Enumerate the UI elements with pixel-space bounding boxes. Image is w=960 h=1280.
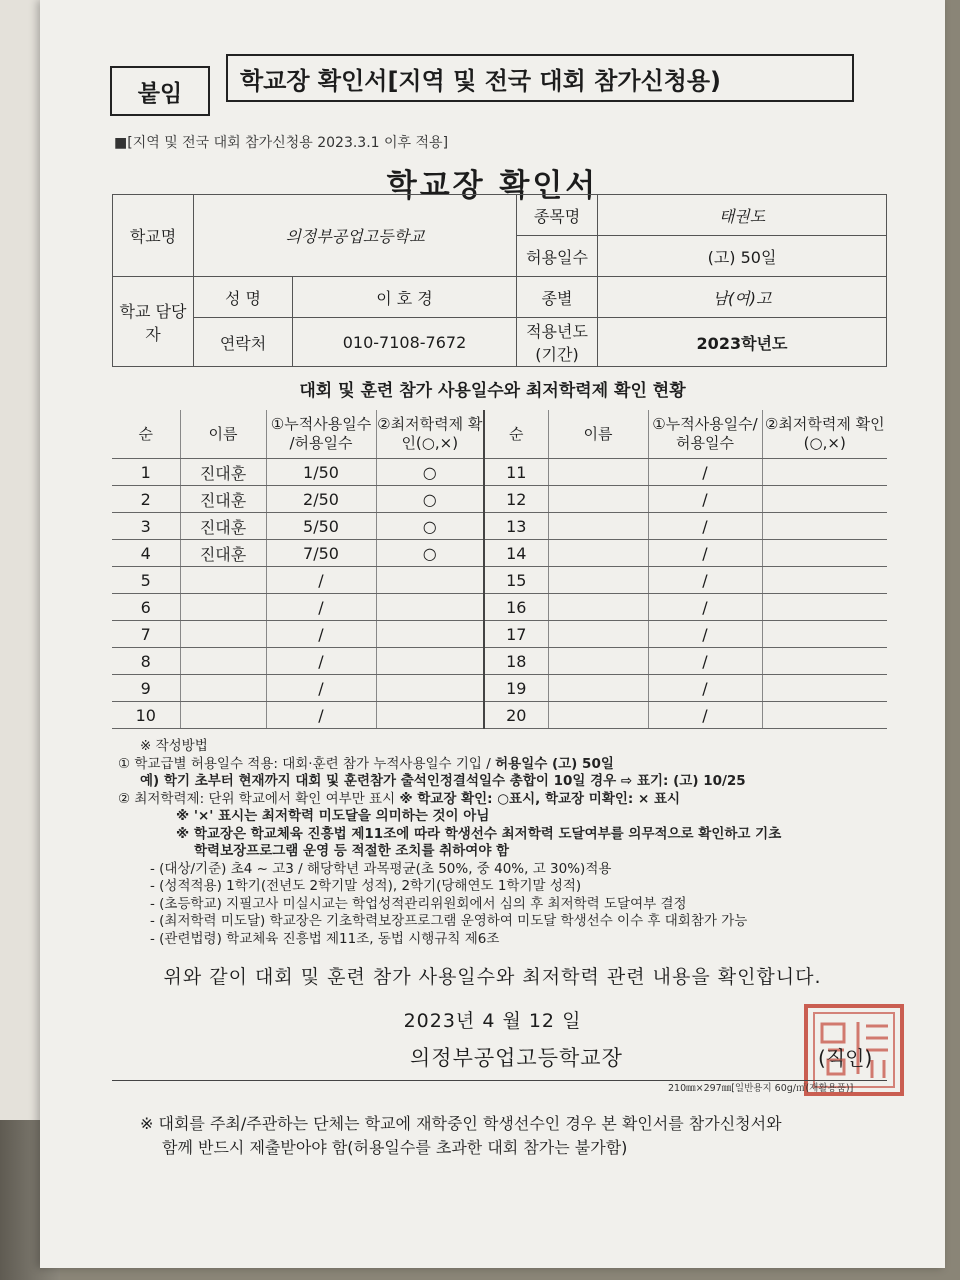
record-name-right [548, 567, 648, 594]
record-name-right [548, 621, 648, 648]
record-no: 5 [112, 567, 180, 594]
record-days: / [266, 648, 376, 675]
submission-note-line-1: ※ 대회를 주최/주관하는 단체는 학교에 재학중인 학생선수인 경우 본 확인서를 참가신청서와 [140, 1114, 782, 1133]
record-name: 진대훈 [180, 540, 266, 567]
table-row [112, 675, 887, 702]
submission-note-line-2: 함께 반드시 제출받아야 함(허용일수를 초과한 대회 참가는 불가함) [162, 1138, 628, 1157]
record-days: / [266, 675, 376, 702]
header-no-right: 순 [484, 410, 548, 459]
note-1 [118, 756, 908, 774]
header-name: 이름 [180, 410, 266, 459]
page-title: 학교장 확인서 [386, 168, 599, 204]
record-days: / [266, 594, 376, 621]
record-name [180, 567, 266, 594]
record-check-right [762, 702, 887, 729]
record-name-right [548, 513, 648, 540]
principal-title: 의정부공업고등학교장 [410, 1046, 623, 1070]
detail-target: - (대상/기준) 초4 ~ 고3 / 해당학년 과목평균(초 50%, 중 40%, 고 30%)적용 [150, 860, 612, 877]
attachment-tag: 붙임 [110, 66, 210, 116]
record-no-right: 12 [484, 486, 548, 513]
record-check-right [762, 648, 887, 675]
record-days: 5/50 [266, 513, 376, 540]
school-name-value: 의정부공업고등학교 [194, 195, 517, 277]
note-1-text: ① 학교급별 허용일수 적용: 대회·훈련 참가 누적사용일수 기입 / [118, 755, 496, 772]
record-days: 7/50 [266, 540, 376, 567]
record-name-right [548, 594, 648, 621]
detail-laws: - (관련법령) 학교체육 진흥법 제11조, 동법 시행규칙 제6조 [150, 930, 500, 947]
submission-note [140, 1112, 900, 1160]
record-no: 10 [112, 702, 180, 729]
record-check [376, 675, 484, 702]
record-check [376, 621, 484, 648]
record-days: 1/50 [266, 459, 376, 486]
note-2-x-mark: ※ '×' 표시는 최저학력 미도달을 의미하는 것이 아님 [176, 808, 490, 824]
record-name [180, 675, 266, 702]
document-title-box: 학교장 확인서[지역 및 전국 대회 참가신청용) [226, 54, 854, 102]
records-header-row [112, 410, 887, 459]
gender-value: 남(여)고 [598, 277, 887, 318]
sport-value: 태권도 [598, 195, 887, 236]
issue-date: 2023년 4 월 12 일 [403, 1010, 582, 1032]
record-days-right: / [648, 567, 762, 594]
record-name [180, 621, 266, 648]
record-no: 6 [112, 594, 180, 621]
record-days-right: / [648, 540, 762, 567]
header-days-right: ①누적사용일수/ 허용일수 [648, 410, 762, 459]
note-1-emphasis: 허용일수 (고) 50일 [495, 755, 614, 772]
record-days-right: / [648, 459, 762, 486]
document-page [40, 0, 945, 1268]
record-no-right: 20 [484, 702, 548, 729]
record-days: / [266, 702, 376, 729]
record-check [376, 594, 484, 621]
record-check-right [762, 459, 887, 486]
note-2-principal-2: 학력보장프로그램 운영 등 적절한 조치를 취하여야 함 [194, 843, 510, 859]
record-no: 1 [112, 459, 180, 486]
record-check-right [762, 513, 887, 540]
note-2-emphasis: ※ 학교장 확인: ○표시, 학교장 미확인: × 표시 [399, 790, 681, 807]
allowed-days-value: (고) 50일 [598, 236, 887, 277]
table-row [112, 513, 887, 540]
contact-value: 010-7108-7672 [293, 318, 517, 367]
record-no: 4 [112, 540, 180, 567]
manager-name-value: 이 호 경 [293, 277, 517, 318]
record-no-right: 13 [484, 513, 548, 540]
record-check-right [762, 486, 887, 513]
record-days-right: / [648, 702, 762, 729]
record-check-right [762, 540, 887, 567]
record-name [180, 648, 266, 675]
record-no: 2 [112, 486, 180, 513]
note-2-text: ② 최저학력제: 단위 학교에서 확인 여부만 표시 [118, 790, 400, 807]
record-days-right: / [648, 648, 762, 675]
table-row [112, 594, 887, 621]
header-name-right: 이름 [548, 410, 648, 459]
sport-label: 종목명 [517, 195, 598, 236]
header-check: ②최저학력제 확인(○,×) [376, 410, 484, 459]
record-days-right: / [648, 594, 762, 621]
record-name [180, 702, 266, 729]
note-2-principal-1: ※ 학교장은 학교체육 진흥법 제11조에 따라 학생선수 최저학력 도달여부를 의무적으로 확인하고 기초 [176, 825, 782, 842]
allowed-days-label: 허용일수 [517, 236, 598, 277]
header-check-right: ②최저학력제 확인(○,×) [762, 410, 887, 459]
record-no-right: 14 [484, 540, 548, 567]
contact-label: 연락처 [194, 318, 293, 367]
record-no: 9 [112, 675, 180, 702]
detail-below-minimum: - (최저학력 미도달) 학교장은 기초학력보장프로그램 운영하여 미도달 학생선수 이수 후 대회참가 가능 [150, 913, 748, 929]
paper-spec: 210㎜×297㎜[일반용지 60g/㎡(재활용품)] [668, 1083, 854, 1094]
instructions-block [118, 738, 908, 948]
manager-name-label: 성 명 [194, 277, 293, 318]
record-days: / [266, 621, 376, 648]
year-label: 적용년도 (기간) [517, 318, 598, 367]
record-name [180, 594, 266, 621]
record-name-right [548, 540, 648, 567]
record-days-right: / [648, 675, 762, 702]
record-days-right: / [648, 621, 762, 648]
record-check-right [762, 675, 887, 702]
record-no-right: 15 [484, 567, 548, 594]
header-days: ①누적사용일수 /허용일수 [266, 410, 376, 459]
record-no-right: 17 [484, 621, 548, 648]
record-check-right [762, 567, 887, 594]
record-check [376, 702, 484, 729]
detail-elementary: - (초등학교) 지필고사 미실시교는 학업성적관리위원회에서 심의 후 최저학력 도달여부 결정 [150, 895, 687, 912]
record-name-right [548, 486, 648, 513]
detail-grades: - (성적적용) 1학기(전년도 2학기말 성적), 2학기(당해연도 1학기말 성적) [150, 878, 582, 894]
record-name-right [548, 648, 648, 675]
seal-label: (직인) [818, 1046, 873, 1070]
table-row [112, 621, 887, 648]
record-name: 진대훈 [180, 486, 266, 513]
record-name: 진대훈 [180, 513, 266, 540]
table-row [112, 702, 887, 729]
records-section-title: 대회 및 훈련 참가 사용일수와 최저학력제 확인 현황 [299, 381, 686, 401]
record-no: 8 [112, 648, 180, 675]
record-check-right [762, 621, 887, 648]
manager-label: 학교 담당자 [113, 277, 194, 367]
note-1-example: 예) 학기 초부터 현재까지 대회 및 훈련참가 출석인정결석일수 총합이 10일 경우 ⇨ 표기: (고) 10/25 [140, 773, 746, 789]
table-row [112, 540, 887, 567]
record-days: 2/50 [266, 486, 376, 513]
record-no-right: 18 [484, 648, 548, 675]
record-check: ○ [376, 513, 484, 540]
applicability-line: ■[지역 및 전국 대회 참가신청용 2023.3.1 이후 적용] [114, 135, 449, 151]
record-check [376, 648, 484, 675]
records-table [112, 410, 887, 729]
record-days: / [266, 567, 376, 594]
record-no: 3 [112, 513, 180, 540]
table-row [112, 459, 887, 486]
instructions-heading: ※ 작성방법 [140, 738, 208, 754]
record-name-right [548, 675, 648, 702]
confirmation-statement: 위와 같이 대회 및 훈련 참가 사용일수와 최저학력 관련 내용을 확인합니다. [163, 966, 822, 988]
record-name: 진대훈 [180, 459, 266, 486]
record-no-right: 11 [484, 459, 548, 486]
record-no-right: 19 [484, 675, 548, 702]
table-row [112, 648, 887, 675]
school-info-table [112, 194, 887, 367]
record-days-right: / [648, 513, 762, 540]
record-name-right [548, 702, 648, 729]
record-check: ○ [376, 459, 484, 486]
record-check: ○ [376, 540, 484, 567]
record-no: 7 [112, 621, 180, 648]
gender-label: 종별 [517, 277, 598, 318]
record-no-right: 16 [484, 594, 548, 621]
record-check-right [762, 594, 887, 621]
note-2 [118, 791, 908, 809]
year-value: 2023학년도 [598, 318, 887, 367]
table-row [112, 486, 887, 513]
record-name-right [548, 459, 648, 486]
record-days-right: / [648, 486, 762, 513]
record-check [376, 567, 484, 594]
table-row [112, 567, 887, 594]
record-check: ○ [376, 486, 484, 513]
header-no: 순 [112, 410, 180, 459]
school-name-label: 학교명 [113, 195, 194, 277]
